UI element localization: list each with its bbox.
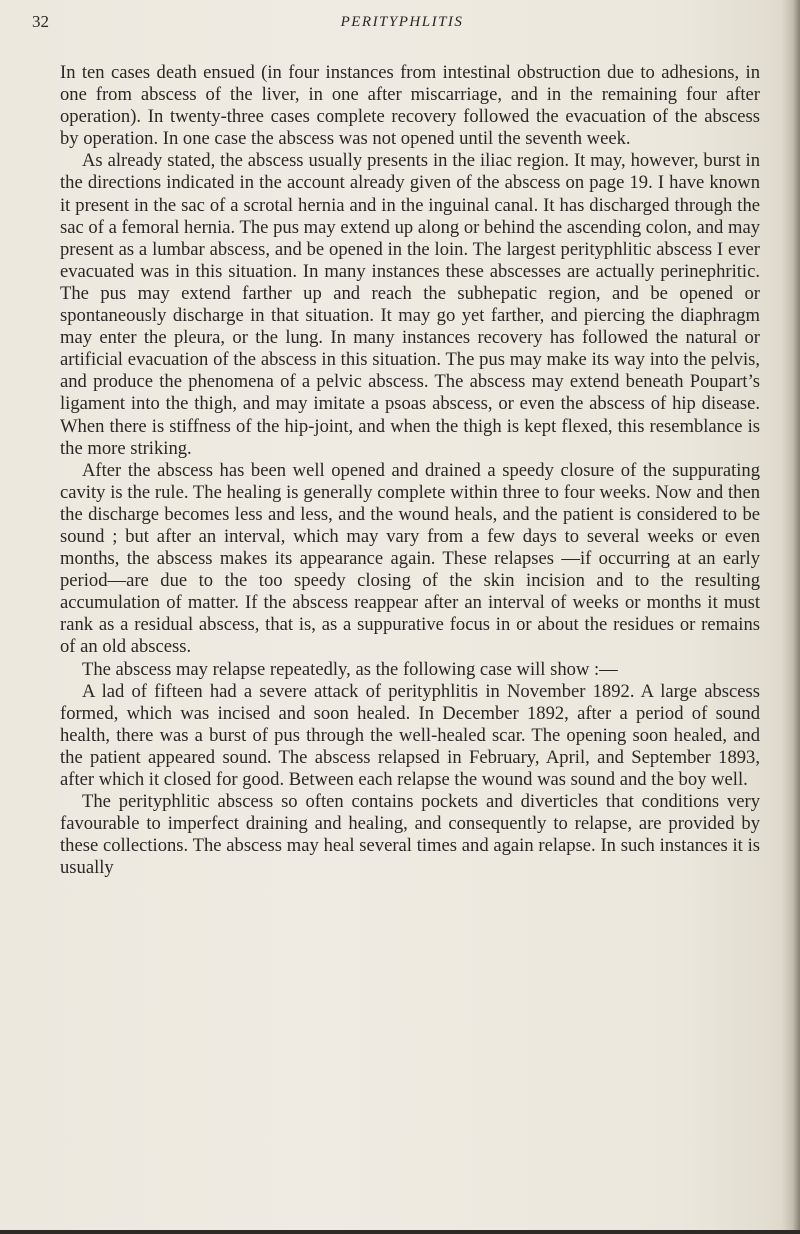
page-header — [32, 6, 772, 36]
page-number: 32 — [32, 12, 49, 31]
paragraph-5: A lad of fifteen had a severe attack of perityphlitis in November 1892. A large abscess formed, which was incised and soon healed. In December 1892, after a period of sound health, there was a burst of pus through the well-healed scar. The opening soon healed, and the patient appeared sound. The abscess relapsed in February, April, and September 1893, after which it closed for good. Between each relapse the wound was sound and the boy well. — [60, 680, 760, 790]
page-bottom-edge — [0, 1230, 800, 1234]
paragraph-6: The perityphlitic abscess so often contains pockets and diverticles that conditions very favourable to imperfect draining and healing, and consequently to relapse, are provided by these collections. The abscess may heal several times and again relapse. In such instances it is usually — [60, 791, 760, 879]
page-edge-shadow — [782, 0, 800, 1234]
body-text — [60, 62, 760, 879]
running-head: PERITYPHLITIS — [340, 14, 464, 30]
paragraph-1: In ten cases death ensued (in four instances from intestinal obstruction due to adhesions, in one from abscess of the liver, in one after miscarriage, and in the remaining four after operation). In twenty-three cases complete recovery followed the evacuation of the abscess by operation. In one case the abscess was not opened until the seventh week. — [60, 62, 760, 150]
paragraph-2: As already stated, the abscess usually presents in the iliac region. It may, however, burst in the directions indicated in the account already given of the abscess on page 19. I have known it present in the sac of a scrotal hernia and in the inguinal canal. It has discharged through the sac of a femoral hernia. The pus may extend up along or behind the ascending colon, and may present as a lumbar abscess, and be opened in the loin. The largest perityphlitic abscess I ever evacuated was in this situation. In many instances these abscesses are actually perinephritic. The pus may extend farther up and reach the subhepatic region, and be opened or spontaneously discharge in that situation. It may go yet farther, and piercing the diaphragm may enter the pleura, or the lung. In many instances recovery has followed the natural or artificial evacuation of the abscess in this situation. The pus may make its way into the pelvis, and produce the phenomena of a pelvic abscess. The abscess may extend beneath Poupart’s ligament into the thigh, and may imitate a psoas abscess, or even the abscess of hip disease. When there is stiffness of the hip-joint, and when the thigh is kept flexed, this resemblance is the more striking. — [60, 150, 760, 459]
paragraph-3: After the abscess has been well opened and drained a speedy closure of the suppurating cavity is the rule. The healing is generally complete within three to four weeks. Now and then the discharge becomes less and less, and the wound heals, and the patient is considered to be sound ; but after an interval, which may vary from a few days to several weeks or even months, the abscess makes its appearance again. These relapses —if occurring at an early period—are due to the too speedy closing of the skin incision and to the resulting accumulation of matter. If the abscess reappear after an interval of weeks or months it must rank as a residual abscess, that is, as a suppurative focus in or about the residues or remains of an old abscess. — [60, 459, 760, 658]
paragraph-4: The abscess may relapse repeatedly, as the following case will show :— — [82, 658, 618, 680]
